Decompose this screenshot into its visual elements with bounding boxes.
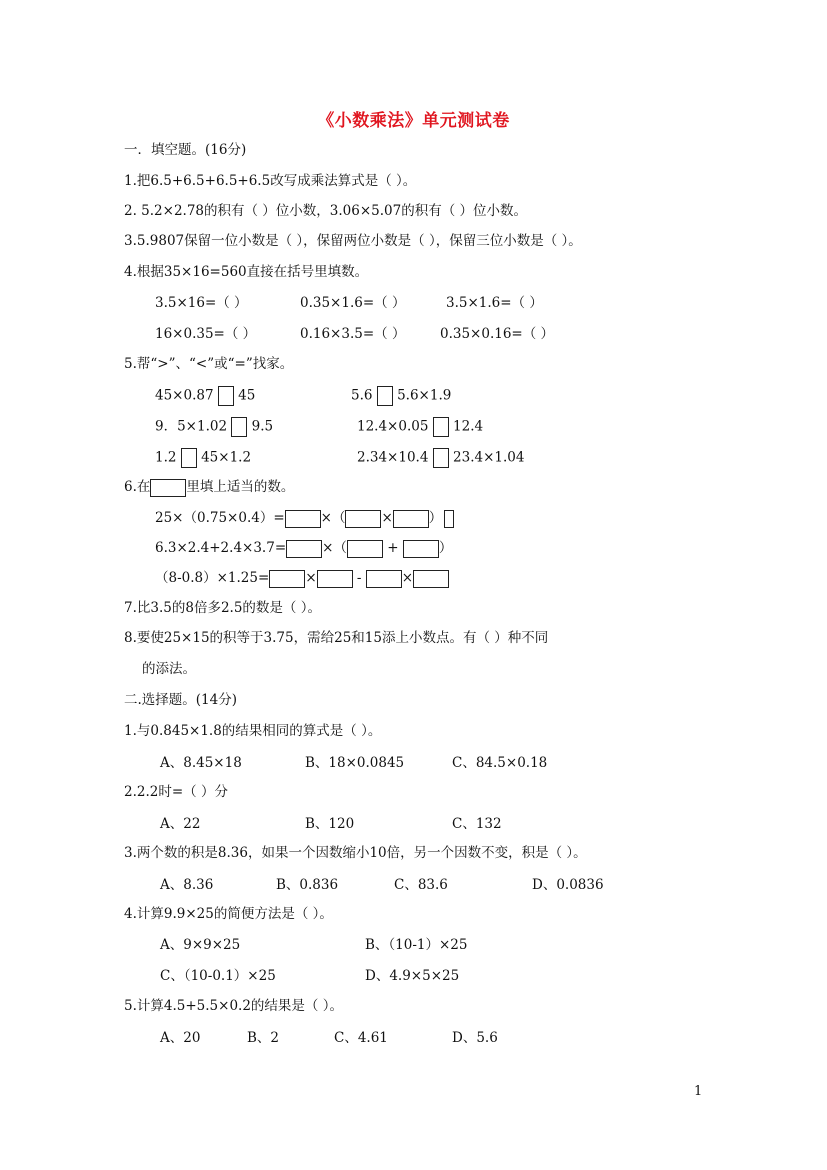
answer-box[interactable] — [413, 570, 449, 588]
q4-item: 0.35×1.6=（ ） — [300, 295, 406, 311]
answer-box[interactable] — [345, 510, 381, 528]
section-2-heading: 二.选择题。(14分) — [124, 692, 238, 708]
compare-right: 5.6×1.9 — [397, 387, 452, 404]
s1-question-6 — [124, 478, 294, 497]
option[interactable]: B、18×0.0845 — [305, 755, 405, 771]
option[interactable]: C、83.6 — [394, 877, 448, 893]
option[interactable]: B、（10-1）×25 — [365, 937, 468, 953]
q6-operator: × — [305, 570, 317, 586]
q6-operator: + — [387, 540, 399, 556]
answer-box[interactable] — [444, 510, 454, 528]
answer-box[interactable] — [285, 510, 321, 528]
option[interactable]: D、5.6 — [452, 1030, 498, 1046]
q6-operator: ×（ — [320, 510, 346, 526]
option[interactable]: A、8.45×18 — [160, 755, 242, 771]
s1-question-5: 5.帮“>”、“<”或“=”找家。 — [124, 356, 294, 372]
q4-item: 3.5×1.6=（ ） — [446, 295, 543, 311]
option[interactable]: A、22 — [160, 816, 201, 832]
q6-line-3 — [155, 569, 449, 588]
compare-right: 12.4 — [453, 418, 484, 435]
answer-box[interactable] — [393, 510, 429, 528]
q6-operator: ） — [428, 510, 443, 526]
option[interactable]: D、0.0836 — [532, 877, 604, 893]
compare-left: 5.6 — [351, 387, 373, 404]
compare-item — [155, 386, 255, 406]
q6-prefix: 6.在 — [124, 479, 151, 495]
s2-question-5: 5.计算4.5+5.5×0.2的结果是（ ）。 — [124, 998, 343, 1014]
compare-item — [357, 448, 524, 468]
compare-left: 45×0.87 — [155, 387, 214, 404]
q6-line-1 — [155, 509, 454, 528]
option[interactable]: A、9×9×25 — [160, 937, 241, 953]
q6-expression: 6.3×2.4+2.4×3.7= — [155, 540, 287, 556]
q6-expression: （8-0.8）×1.25= — [155, 570, 270, 586]
compare-left: 2.34×10.4 — [357, 449, 429, 466]
section-1-heading: 一．填空题。(16分) — [124, 142, 247, 158]
compare-item — [155, 448, 251, 468]
answer-box[interactable] — [218, 386, 234, 406]
option[interactable]: A、8.36 — [160, 877, 214, 893]
compare-item — [357, 417, 483, 437]
s2-question-3: 3.两个数的积是8.36，如果一个因数缩小10倍，另一个因数不变，积是（ ）。 — [124, 845, 587, 861]
s1-question-7: 7.比3.5的8倍多2.5的数是（ ）。 — [124, 600, 321, 616]
q6-operator: - — [356, 570, 362, 586]
example-box — [150, 479, 186, 497]
compare-left: 12.4×0.05 — [357, 418, 429, 435]
s1-question-8: 8.要使25×15的积等于3.75，需给25和15添上小数点。有（ ）种不同 — [124, 630, 549, 646]
compare-right: 9.5 — [251, 418, 274, 435]
q4-item: 0.16×3.5=（ ） — [300, 326, 406, 342]
q6-line-2 — [155, 539, 452, 558]
answer-box[interactable] — [286, 540, 322, 558]
s1-question-1: 1.把6.5+6.5+6.5+6.5改写成乘法算式是（ ）。 — [124, 173, 417, 189]
option[interactable]: C、84.5×0.18 — [452, 755, 548, 771]
q6-operator: ×（ — [322, 540, 347, 556]
option[interactable]: D、4.9×5×25 — [365, 968, 460, 984]
q4-item: 0.35×0.16=（ ） — [440, 326, 555, 342]
compare-right: 45×1.2 — [201, 449, 252, 466]
answer-box[interactable] — [231, 417, 247, 437]
compare-item — [351, 386, 451, 406]
s1-question-4: 4.根据35×16=560直接在括号里填数。 — [124, 264, 369, 280]
option[interactable]: A、20 — [160, 1030, 201, 1046]
s2-question-2: 2.2.2时=（ ）分 — [124, 784, 228, 800]
answer-box[interactable] — [366, 570, 402, 588]
q6-operator: × — [401, 570, 414, 586]
s1-question-3: 3.5.9807保留一位小数是（ ），保留两位小数是（ ），保留三位小数是（ ）。 — [124, 233, 582, 249]
compare-right: 45 — [238, 387, 256, 404]
option[interactable]: C、132 — [452, 816, 502, 832]
s1-question-8-cont: 的添法。 — [142, 661, 196, 677]
s1-question-2: 2. 5.2×2.78的积有（ ）位小数，3.06×5.07的积有（ ）位小数。 — [124, 203, 528, 219]
answer-box[interactable] — [433, 417, 449, 437]
answer-box[interactable] — [317, 570, 353, 588]
page-number: 1 — [694, 1084, 703, 1099]
q4-item: 3.5×16=（ ） — [155, 295, 248, 311]
s2-question-1: 1.与0.845×1.8的结果相同的算式是（ ）。 — [124, 723, 382, 739]
compare-left: 9．5×1.02 — [155, 418, 228, 435]
answer-box[interactable] — [403, 540, 439, 558]
answer-box[interactable] — [433, 448, 449, 468]
answer-box[interactable] — [347, 540, 383, 558]
option[interactable]: B、2 — [247, 1030, 280, 1046]
answer-box[interactable] — [269, 570, 305, 588]
option[interactable]: B、120 — [305, 816, 355, 832]
q6-expression: 25×（0.75×0.4）= — [155, 510, 285, 526]
q6-operator: ） — [438, 540, 453, 556]
option[interactable]: C、（10-0.1）×25 — [160, 968, 276, 984]
answer-box[interactable] — [181, 448, 197, 468]
option[interactable]: C、4.61 — [334, 1030, 388, 1046]
answer-box[interactable] — [377, 386, 393, 406]
compare-item — [155, 417, 273, 437]
q6-operator: × — [381, 510, 393, 526]
page-title: 《小数乘法》单元测试卷 — [317, 111, 510, 131]
compare-left: 1.2 — [155, 449, 177, 466]
option[interactable]: B、0.836 — [276, 877, 339, 893]
q4-item: 16×0.35=（ ） — [155, 326, 257, 342]
q6-suffix: 里填上适当的数。 — [186, 479, 295, 495]
compare-right: 23.4×1.04 — [453, 449, 525, 466]
s2-question-4: 4.计算9.9×25的简便方法是（ ）。 — [124, 906, 333, 922]
